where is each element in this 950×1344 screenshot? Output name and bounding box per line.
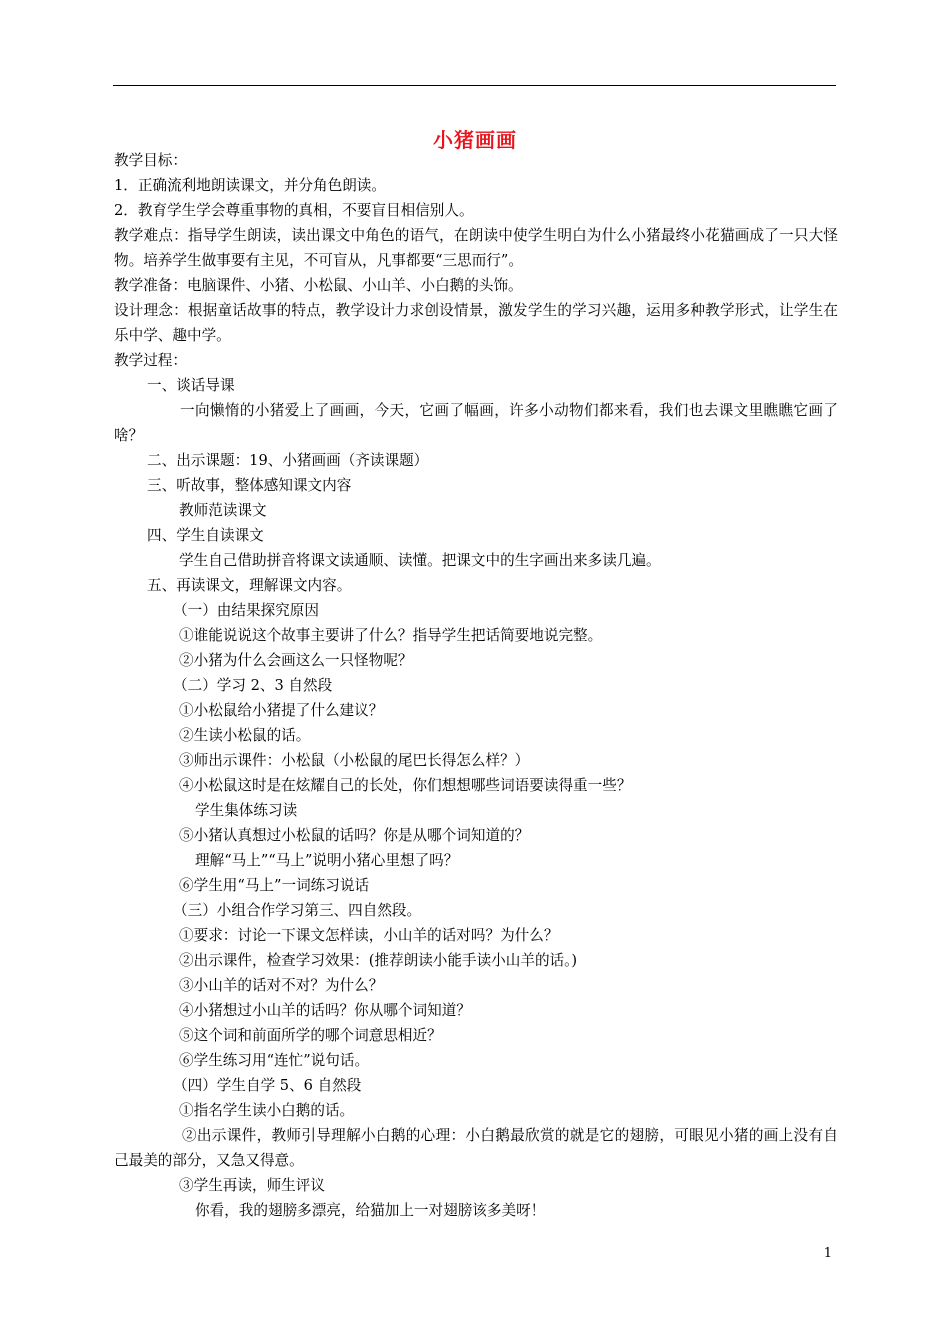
- paragraph: ②小猪为什么会画这么一只怪物呢？: [179, 652, 413, 669]
- paragraph: ④小猪想过小山羊的话吗？你从哪个词知道？: [179, 1002, 471, 1019]
- paragraph: 三、听故事，整体感知课文内容: [147, 477, 352, 494]
- paragraph: 四、学生自读课文: [147, 527, 264, 544]
- paragraph: 教学难点：指导学生朗读，读出课文中角色的语气，在朗读中使学生明白为什么小猪最终小花猫画成了一只大怪物。培养学生做事要有主见，不可盲从，凡事都要“三思而行”。: [114, 227, 838, 269]
- paragraph: 教师范读课文: [179, 502, 267, 519]
- paragraph: 五、再读课文，理解课文内容。: [147, 577, 352, 594]
- paragraph: ③学生再读，师生评议: [179, 1177, 325, 1194]
- paragraph: （一）由结果探究原因: [173, 602, 319, 619]
- paragraph: ②出示课件，教师引导理解小白鹅的心理：小白鹅最欣赏的就是它的翅膀，可眼见小猪的画上没有自己最美的部分，又急又得意。: [114, 1127, 838, 1169]
- paragraph: 设计理念：根据童话故事的特点，教学设计力求创设情景，激发学生的学习兴趣，运用多种教学形式，让学生在乐中学、趣中学。: [114, 302, 838, 344]
- paragraph: （三）小组合作学习第三、四自然段。: [173, 902, 422, 919]
- paragraph: ③师出示课件：小松鼠（小松鼠的尾巴长得怎么样？）: [179, 752, 530, 769]
- paragraph: 一、谈话导课: [147, 377, 235, 394]
- paragraph: ①谁能说说这个故事主要讲了什么？指导学生把话简要地说完整。: [179, 627, 603, 644]
- paragraph: ⑥学生用“马上”一词练习说话: [179, 877, 370, 894]
- document-title: 小猪画画: [433, 128, 517, 152]
- paragraph: 一向懒惰的小猪爱上了画画，今天，它画了幅画，许多小动物们都来看，我们也去课文里瞧瞧它画了啥？: [114, 402, 838, 444]
- paragraph: ②出示课件，检查学习效果：(推荐朗读小能手读小山羊的话。): [179, 952, 578, 969]
- paragraph: ②生读小松鼠的话。: [179, 727, 311, 744]
- paragraph: ③小山羊的话对不对？为什么？: [179, 977, 384, 994]
- paragraph: ①要求：讨论一下课文怎样读，小山羊的话对吗？为什么？: [179, 927, 559, 944]
- paragraph: ④小松鼠这时是在炫耀自己的长处，你们想想哪些词语要读得重一些？: [179, 777, 632, 794]
- page-number: 1: [823, 1246, 832, 1261]
- paragraph: 2．教育学生学会尊重事物的真相，不要盲目相信别人。: [114, 202, 474, 219]
- paragraph: ⑥学生练习用“连忙”说句话。: [179, 1052, 370, 1069]
- paragraph: 1．正确流利地朗读课文，并分角色朗读。: [114, 177, 386, 194]
- paragraph: 理解“马上”“马上”说明小猪心里想了吗？: [195, 852, 459, 869]
- paragraph: 教学过程：: [114, 352, 187, 369]
- paragraph: ⑤小猪认真想过小松鼠的话吗？你是从哪个词知道的？: [179, 827, 530, 844]
- paragraph: ⑤这个词和前面所学的哪个词意思相近？: [179, 1027, 442, 1044]
- paragraph: 你看，我的翅膀多漂亮，给猫加上一对翅膀该多美呀！: [195, 1202, 546, 1219]
- paragraph: 学生集体练习读: [195, 802, 298, 819]
- document-body: [114, 148, 838, 1223]
- paragraph: ①小松鼠给小猪提了什么建议？: [179, 702, 384, 719]
- paragraph: ①指名学生读小白鹅的话。: [179, 1102, 355, 1119]
- paragraph: 教学目标：: [114, 152, 187, 169]
- paragraph: 教学准备：电脑课件、小猪、小松鼠、小山羊、小白鹅的头饰。: [114, 277, 523, 294]
- header-rule: [113, 85, 836, 86]
- paragraph: 二、出示课题：19、小猪画画（齐读课题）: [147, 452, 429, 469]
- paragraph: 学生自己借助拼音将课文读通顺、读懂。把课文中的生字画出来多读几遍。: [179, 552, 661, 569]
- paragraph: （四）学生自学 5、6 自然段: [173, 1077, 362, 1094]
- paragraph: （二）学习 2、3 自然段: [173, 677, 333, 694]
